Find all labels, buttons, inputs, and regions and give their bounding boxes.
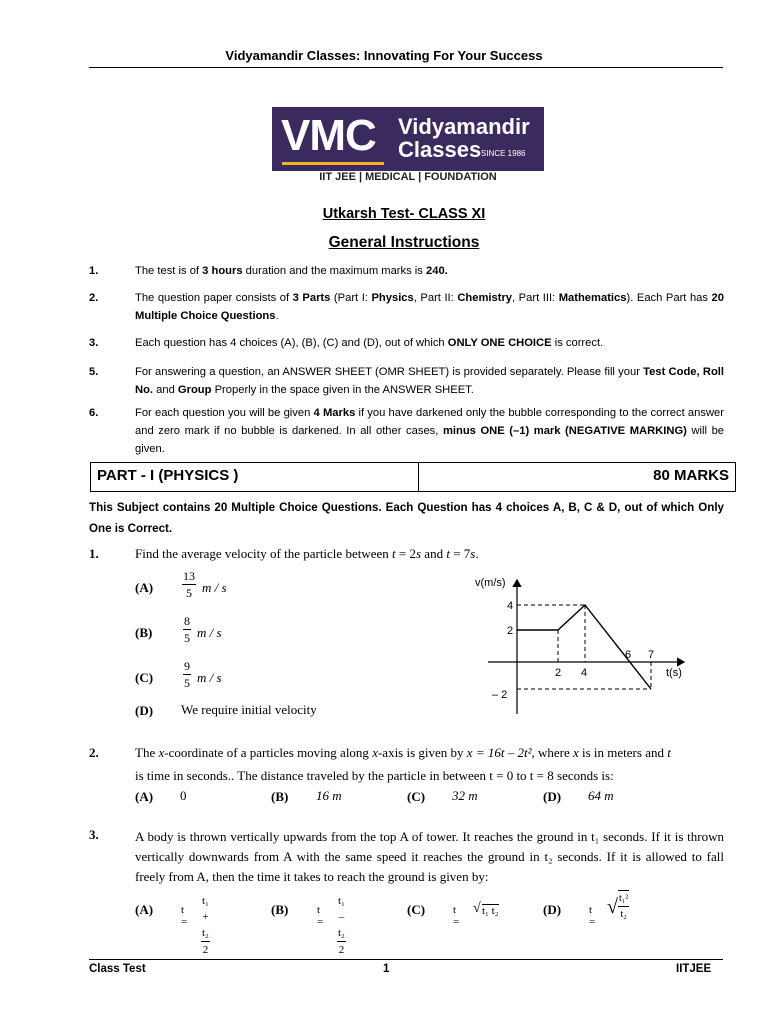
x-axis-label: t(s) xyxy=(666,667,682,679)
q1-unit-s: s xyxy=(470,546,476,561)
option-b[interactable] xyxy=(271,788,342,806)
option-label: (D) xyxy=(543,789,562,804)
option-unit: m / s xyxy=(197,670,222,685)
sqrt-icon: √ xyxy=(607,896,618,918)
q2-var-x: x xyxy=(372,745,378,760)
footer-right: IITJEE xyxy=(676,963,712,975)
question-number: 1. xyxy=(89,546,99,561)
fraction-denominator: 5 xyxy=(184,631,190,645)
header-rule xyxy=(89,67,723,68)
q1-unit-s: s xyxy=(415,546,422,561)
instruction-text xyxy=(135,404,724,458)
logo-mark: VMC xyxy=(281,111,376,160)
logo-tagline: IIT JEE | MEDICAL | FOUNDATION xyxy=(319,171,497,183)
instruction-emphasis: 240. xyxy=(426,265,448,277)
q1-eq: = 2 xyxy=(395,546,416,561)
instruction-segment: , Part III: xyxy=(512,292,559,304)
instruction-emphasis: ONLY ONE CHOICE xyxy=(447,337,552,349)
page-header: Vidyamandir Classes: Innovating For Your Success xyxy=(225,48,543,63)
option-label: (C) xyxy=(407,902,426,917)
instruction-segment: For answering a question, an ANSWER SHEET (OMR SHEET) is provided separately. Please fill your xyxy=(135,366,644,378)
option-a[interactable] xyxy=(135,788,187,806)
subject-note: This Subject contains 20 Multiple Choice Questions. Each Question has 4 choices A, B, C & D, out of which Only One is Correct. xyxy=(89,501,724,535)
fraction-numerator: 9 xyxy=(184,659,190,673)
instruction-emphasis: Group xyxy=(177,384,212,396)
question-text-line2: is time in seconds.. The distance traveled by the particle in between t = 0 to t = 8 seconds is: xyxy=(135,768,614,783)
instruction-segment: , Part II: xyxy=(413,292,458,304)
option-unit: m / s xyxy=(197,625,222,640)
y-axis-label: v(m/s) xyxy=(475,577,506,589)
q2-text: , where xyxy=(531,745,573,760)
part-header-box xyxy=(90,462,736,492)
part-label: PART - I (PHYSICS ) xyxy=(97,467,239,484)
q2-text: The xyxy=(135,745,159,760)
instruction-segment: ). Each Part has xyxy=(626,292,712,304)
option-label: (C) xyxy=(407,789,426,804)
test-title: Utkarsh Test- CLASS XI xyxy=(322,206,486,222)
q1-eq: = 7 xyxy=(449,546,471,561)
option-value: 32 m xyxy=(452,788,478,803)
instruction-emphasis: 4 Marks xyxy=(313,407,356,419)
option-lhs: t = xyxy=(453,904,460,928)
option-value: 16 m xyxy=(316,788,342,803)
instruction-segment: (Part I: xyxy=(330,292,372,304)
fraction-numerator: t₁² xyxy=(618,891,629,907)
instruction-emphasis: Mathematics xyxy=(558,292,627,304)
footer-left: Class Test xyxy=(89,963,146,975)
option-value: 0 xyxy=(180,788,187,803)
instruction-number: 3. xyxy=(89,337,99,349)
option-label: (B) xyxy=(135,625,153,640)
question-number: 3. xyxy=(89,827,99,842)
instruction-segment: duration and the maximum marks is xyxy=(242,265,426,277)
instruction-segment: The question paper consists of xyxy=(135,292,293,304)
instruction-segment: For each question you will be given xyxy=(135,407,314,419)
option-fraction xyxy=(183,658,191,691)
instruction-segment: The test is of xyxy=(135,265,203,277)
instruction-number: 5. xyxy=(89,366,99,378)
instruction-segment: and xyxy=(153,384,178,396)
option-label: (D) xyxy=(135,703,154,718)
option-unit: m / s xyxy=(202,580,227,595)
fraction-denominator: 5 xyxy=(186,586,192,600)
option-label: (A) xyxy=(135,902,154,917)
question-number: 2. xyxy=(89,745,99,760)
option-fraction xyxy=(618,890,629,922)
q2-text: -axis is given by xyxy=(377,745,467,760)
option-d[interactable] xyxy=(543,788,614,806)
option-value: 64 m xyxy=(588,788,614,803)
q1-var-t: t xyxy=(392,546,396,561)
q2-text: -coordinate of a particles moving along xyxy=(164,745,373,760)
instruction-segment: is correct. xyxy=(551,337,604,349)
question-text xyxy=(135,546,555,562)
instruction-emphasis: Test Code, Roll No. xyxy=(135,366,724,396)
instruction-text xyxy=(135,334,724,352)
fraction-denominator: 2 xyxy=(338,944,345,956)
vmc-logo xyxy=(272,107,544,171)
instruction-text xyxy=(135,262,724,280)
instruction-segment: Each question has 4 choices (A), (B), (C) and (D), out of which xyxy=(135,337,448,349)
fraction-numerator: t₁ – t₂ xyxy=(337,893,346,942)
instruction-segment: Properly in the space given in the ANSWER SHEET. xyxy=(211,384,474,396)
y-tick-label: 4 xyxy=(507,600,514,612)
q2-var-x: x xyxy=(572,745,579,760)
question-text xyxy=(135,745,735,761)
instruction-item xyxy=(89,334,724,352)
option-lhs: t = xyxy=(181,904,188,928)
q2-var-x: x xyxy=(158,745,165,760)
q2-var-t: t xyxy=(667,745,671,760)
fraction-numerator: t₁ + t₂ xyxy=(201,893,210,942)
question-text: A body is thrown vertically upwards from the top A of tower. It reaches the ground in t₁ seconds. If it is thrown vertically downwards from A with the same speed it reaches the ground in t₂ seconds. If it is allowed to fall freely from A, then the time it takes to reach the ground is given by: xyxy=(135,829,724,884)
fraction-denominator: 5 xyxy=(184,676,190,690)
logo-name-line1: Vidyamandir xyxy=(398,114,530,139)
y-tick-label: 2 xyxy=(507,625,514,637)
instruction-text xyxy=(135,289,724,325)
instruction-item xyxy=(89,404,724,458)
fraction-denominator: t₂ xyxy=(620,909,627,920)
page-number: 1 xyxy=(383,963,390,975)
x-tick-label: 2 xyxy=(555,667,562,679)
option-label: (A) xyxy=(135,580,154,595)
q1-text: Find the average velocity of the particle between xyxy=(135,546,393,561)
y-tick-label: – 2 xyxy=(492,689,508,701)
option-label: (C) xyxy=(135,670,154,685)
logo-since: SINCE 1986 xyxy=(481,149,526,158)
q2-formula: x = 16t – 2t² xyxy=(466,745,532,760)
part-divider xyxy=(418,463,419,491)
instructions-title: General Instructions xyxy=(328,234,480,251)
instruction-item xyxy=(89,363,724,399)
x-tick-label: 7 xyxy=(648,649,655,661)
instruction-emphasis: 3 hours xyxy=(202,265,243,277)
option-text: We require initial velocity xyxy=(181,702,317,717)
option-label: (B) xyxy=(271,789,289,804)
q1-text: and xyxy=(421,546,447,561)
option-fraction xyxy=(182,568,196,601)
instruction-text xyxy=(135,363,724,399)
instruction-emphasis: 3 Parts xyxy=(292,292,331,304)
logo-name-line2: Classes xyxy=(398,137,482,162)
instruction-emphasis: 20 Multiple Choice Questions xyxy=(135,292,724,322)
option-fraction xyxy=(337,893,346,958)
x-tick-label: 6 xyxy=(625,649,632,661)
logo-underline xyxy=(282,162,384,165)
option-lhs: t = xyxy=(589,904,596,928)
fraction-numerator: 8 xyxy=(184,614,190,628)
part-marks: 80 MARKS xyxy=(653,467,729,484)
option-label: (A) xyxy=(135,789,154,804)
instruction-segment: will be given. xyxy=(135,425,725,455)
footer-rule xyxy=(89,959,723,960)
option-fraction xyxy=(183,613,191,646)
instruction-emphasis: Physics xyxy=(371,292,414,304)
instruction-number: 2. xyxy=(89,292,99,304)
instruction-item xyxy=(89,262,724,280)
option-c[interactable] xyxy=(407,788,478,806)
fraction-denominator: 2 xyxy=(202,944,209,956)
instruction-emphasis: Chemistry xyxy=(457,292,513,304)
velocity-time-graph xyxy=(470,572,700,722)
sqrt-content: t₁ t₂ xyxy=(482,905,499,917)
option-label: (D) xyxy=(543,902,562,917)
fraction-numerator: 13 xyxy=(183,569,195,583)
instruction-number: 1. xyxy=(89,265,99,277)
instruction-item xyxy=(89,289,724,325)
q1-var-t: t xyxy=(446,546,450,561)
instruction-segment: if you have darkened only the bubble corresponding to the correct answer and zero mark if no bubble is darkened. In all other cases, xyxy=(135,407,724,437)
instruction-number: 6. xyxy=(89,407,99,419)
instruction-segment: . xyxy=(275,310,279,322)
x-tick-label: 4 xyxy=(581,667,588,679)
q1-text: . xyxy=(475,546,479,561)
instruction-emphasis: minus ONE (–1) mark (NEGATIVE MARKING) xyxy=(442,425,687,437)
option-lhs: t = xyxy=(317,904,324,928)
option-label: (B) xyxy=(271,902,289,917)
option-d[interactable] xyxy=(135,702,317,720)
q2-text: is in meters and xyxy=(578,745,668,760)
sqrt-icon: √ xyxy=(473,901,481,916)
option-fraction xyxy=(201,893,210,958)
